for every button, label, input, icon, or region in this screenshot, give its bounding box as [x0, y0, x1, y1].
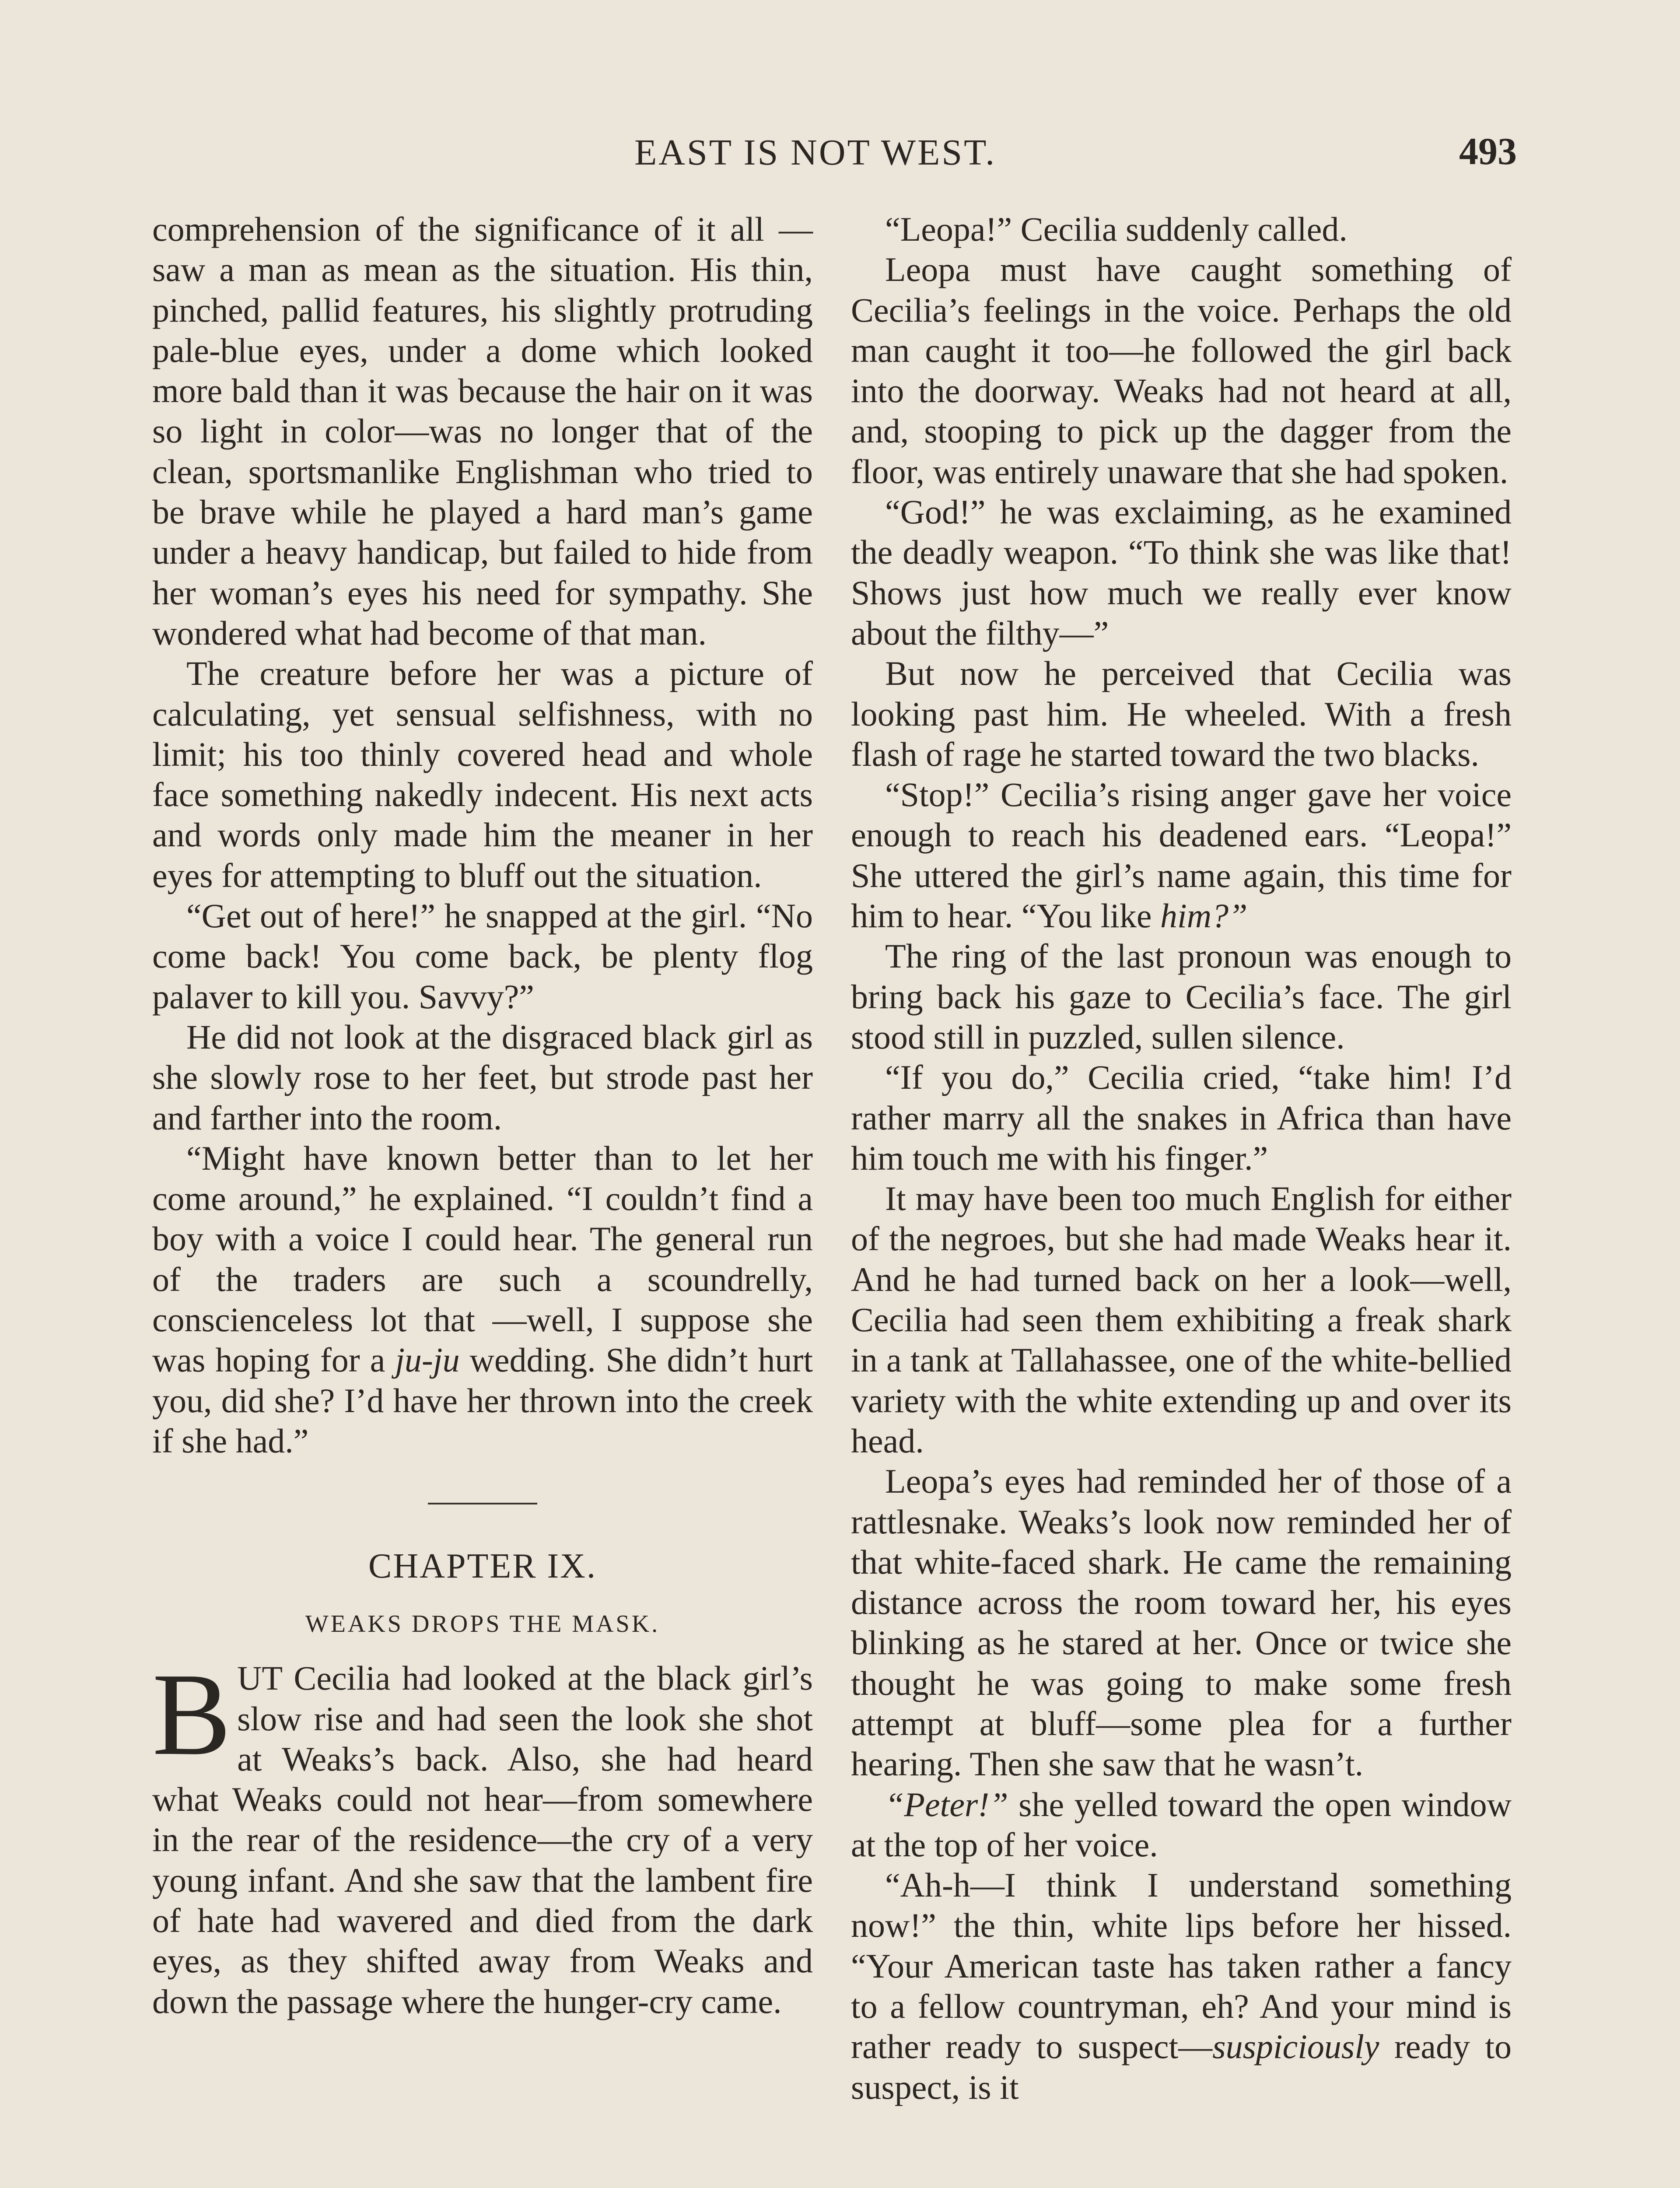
section-divider	[428, 1503, 537, 1504]
italic-run: ju-ju	[395, 1341, 460, 1379]
text-run: UT Cecilia had looked at the black girl’s slow rise and had seen the look she shot at Weaks’s back. Also, she had heard what Weaks could not hear—from somewhere in the rear of the residence—the cry of a very young infant. And she saw that the lambent fire of hate had wavered and died from the dark eyes, as they shifted away from Weaks and down the passage where the hunger-cry came.	[152, 1659, 813, 2020]
text-run: “Stop!” Cecilia’s rising anger gave her voice enough to reach his deadened ears. “Leopa!” She uttered the girl’s name again, this time for him to hear. “You like	[851, 775, 1512, 935]
italic-run: suspiciously	[1212, 2027, 1379, 2066]
paragraph: “God!” he was exclaiming, as he examined the deadly weapon. “To think she was like that! Shows just how much we really ever know about the filthy—”	[851, 493, 1512, 652]
paragraph: The creature before her was a picture of calculating, yet sensual selfishness, with no limit; his too thinly covered head and whole face something nakedly indecent. His next acts and words only made him the meaner in her eyes for attempting to bluff out the situation.	[152, 654, 813, 894]
paragraph: The ring of the last pronoun was enough to bring back his gaze to Cecilia’s face. The girl stood still in puzzled, sullen silence.	[851, 937, 1512, 1056]
text-run: she yelled toward the open window at the top of her voice.	[851, 1785, 1512, 1864]
paragraph	[851, 775, 1512, 936]
italic-run: “Peter!”	[885, 1785, 1008, 1823]
text-run: ready to suspect, is it	[851, 2027, 1512, 2106]
paragraph: “Get out of here!” he snapped at the girl. “No come back! You come back, be plenty flog palaver to kill you. Savvy?”	[152, 897, 813, 1016]
drop-cap: B	[152, 1649, 231, 1780]
paragraph	[152, 1138, 813, 1461]
left-column	[152, 209, 813, 2022]
paragraph: comprehension of the significance of it all —saw a man as mean as the situation. His thin, pinched, pallid features, his slightly protruding pale-blue eyes, under a dome which looked more bald than it was because the hair on it was so light in color—was no longer that of the clean, sportsmanlike Englishman who tried to be brave while he played a hard man’s game under a heavy handicap, but failed to hide from her woman’s eyes his need for sympathy. She wondered what had become of that man.	[152, 210, 813, 652]
text-run: “Ah-h—I think I understand something now!” the thin, white lips before her hissed. “Your American taste has taken rather a fancy to a fellow countryman, eh? And your mind is rather ready to suspect—	[851, 1866, 1512, 2066]
text-run: wedding. She didn’t hurt you, did she? I’d have her thrown into the creek if she had.”	[152, 1341, 813, 1460]
paragraph: It may have been too much English for either of the negroes, but she had made Weaks hear it. And he had turned back on her a look—well, Cecilia had seen them exhibiting a freak shark in a tank at Tallahassee, one of the white-bellied variety with the white extending up and over its head.	[851, 1179, 1512, 1460]
paragraph	[851, 1785, 1512, 1865]
paragraph: Leopa’s eyes had reminded her of those of a rattlesnake. Weaks’s look now reminded her of that white-faced shark. He came the remaining distance across the room toward her, his eyes blinking as he stared at her. Once or twice she thought he was going to make some fresh attempt at bluff—some plea for a further hearing. Then she saw that he wasn’t.	[851, 1462, 1512, 1783]
chapter-title: CHAPTER IX.	[368, 1547, 597, 1586]
text-run: “Might have known better than to let her come around,” he explained. “I couldn’t find a boy with a voice I could hear. The general run of the traders are such a scoundrelly, conscienceless lot that —well, I suppose she was hoping for a	[152, 1139, 813, 1379]
paragraph	[851, 1865, 1512, 2107]
paragraph: Leopa must have caught something of Cecilia’s feelings in the voice. Perhaps the old man caught it too—he followed the girl back into the doorway. Weaks had not heard at all, and, stooping to pick up the dagger from the floor, was entirely unaware that she had spoken.	[851, 250, 1512, 491]
right-column	[851, 209, 1512, 2107]
paragraph: “If you do,” Cecilia cried, “take him! I’d rather marry all the snakes in Africa than have him touch me with his finger.”	[851, 1058, 1512, 1177]
page-number: 493	[1459, 130, 1517, 173]
chapter-opening-paragraph	[152, 1649, 813, 2022]
italic-run: him?”	[1160, 897, 1248, 935]
paragraph: But now he perceived that Cecilia was looking past him. He wheeled. With a fresh flash of rage he started toward the two blacks.	[851, 654, 1512, 773]
running-head: EAST IS NOT WEST.	[634, 132, 997, 173]
chapter-subtitle: WEAKS DROPS THE MASK.	[305, 1610, 660, 1638]
paragraph: “Leopa!” Cecilia suddenly called.	[885, 210, 1348, 248]
paragraph: He did not look at the disgraced black girl as she slowly rose to her feet, but strode past her and farther into the room.	[152, 1017, 813, 1137]
